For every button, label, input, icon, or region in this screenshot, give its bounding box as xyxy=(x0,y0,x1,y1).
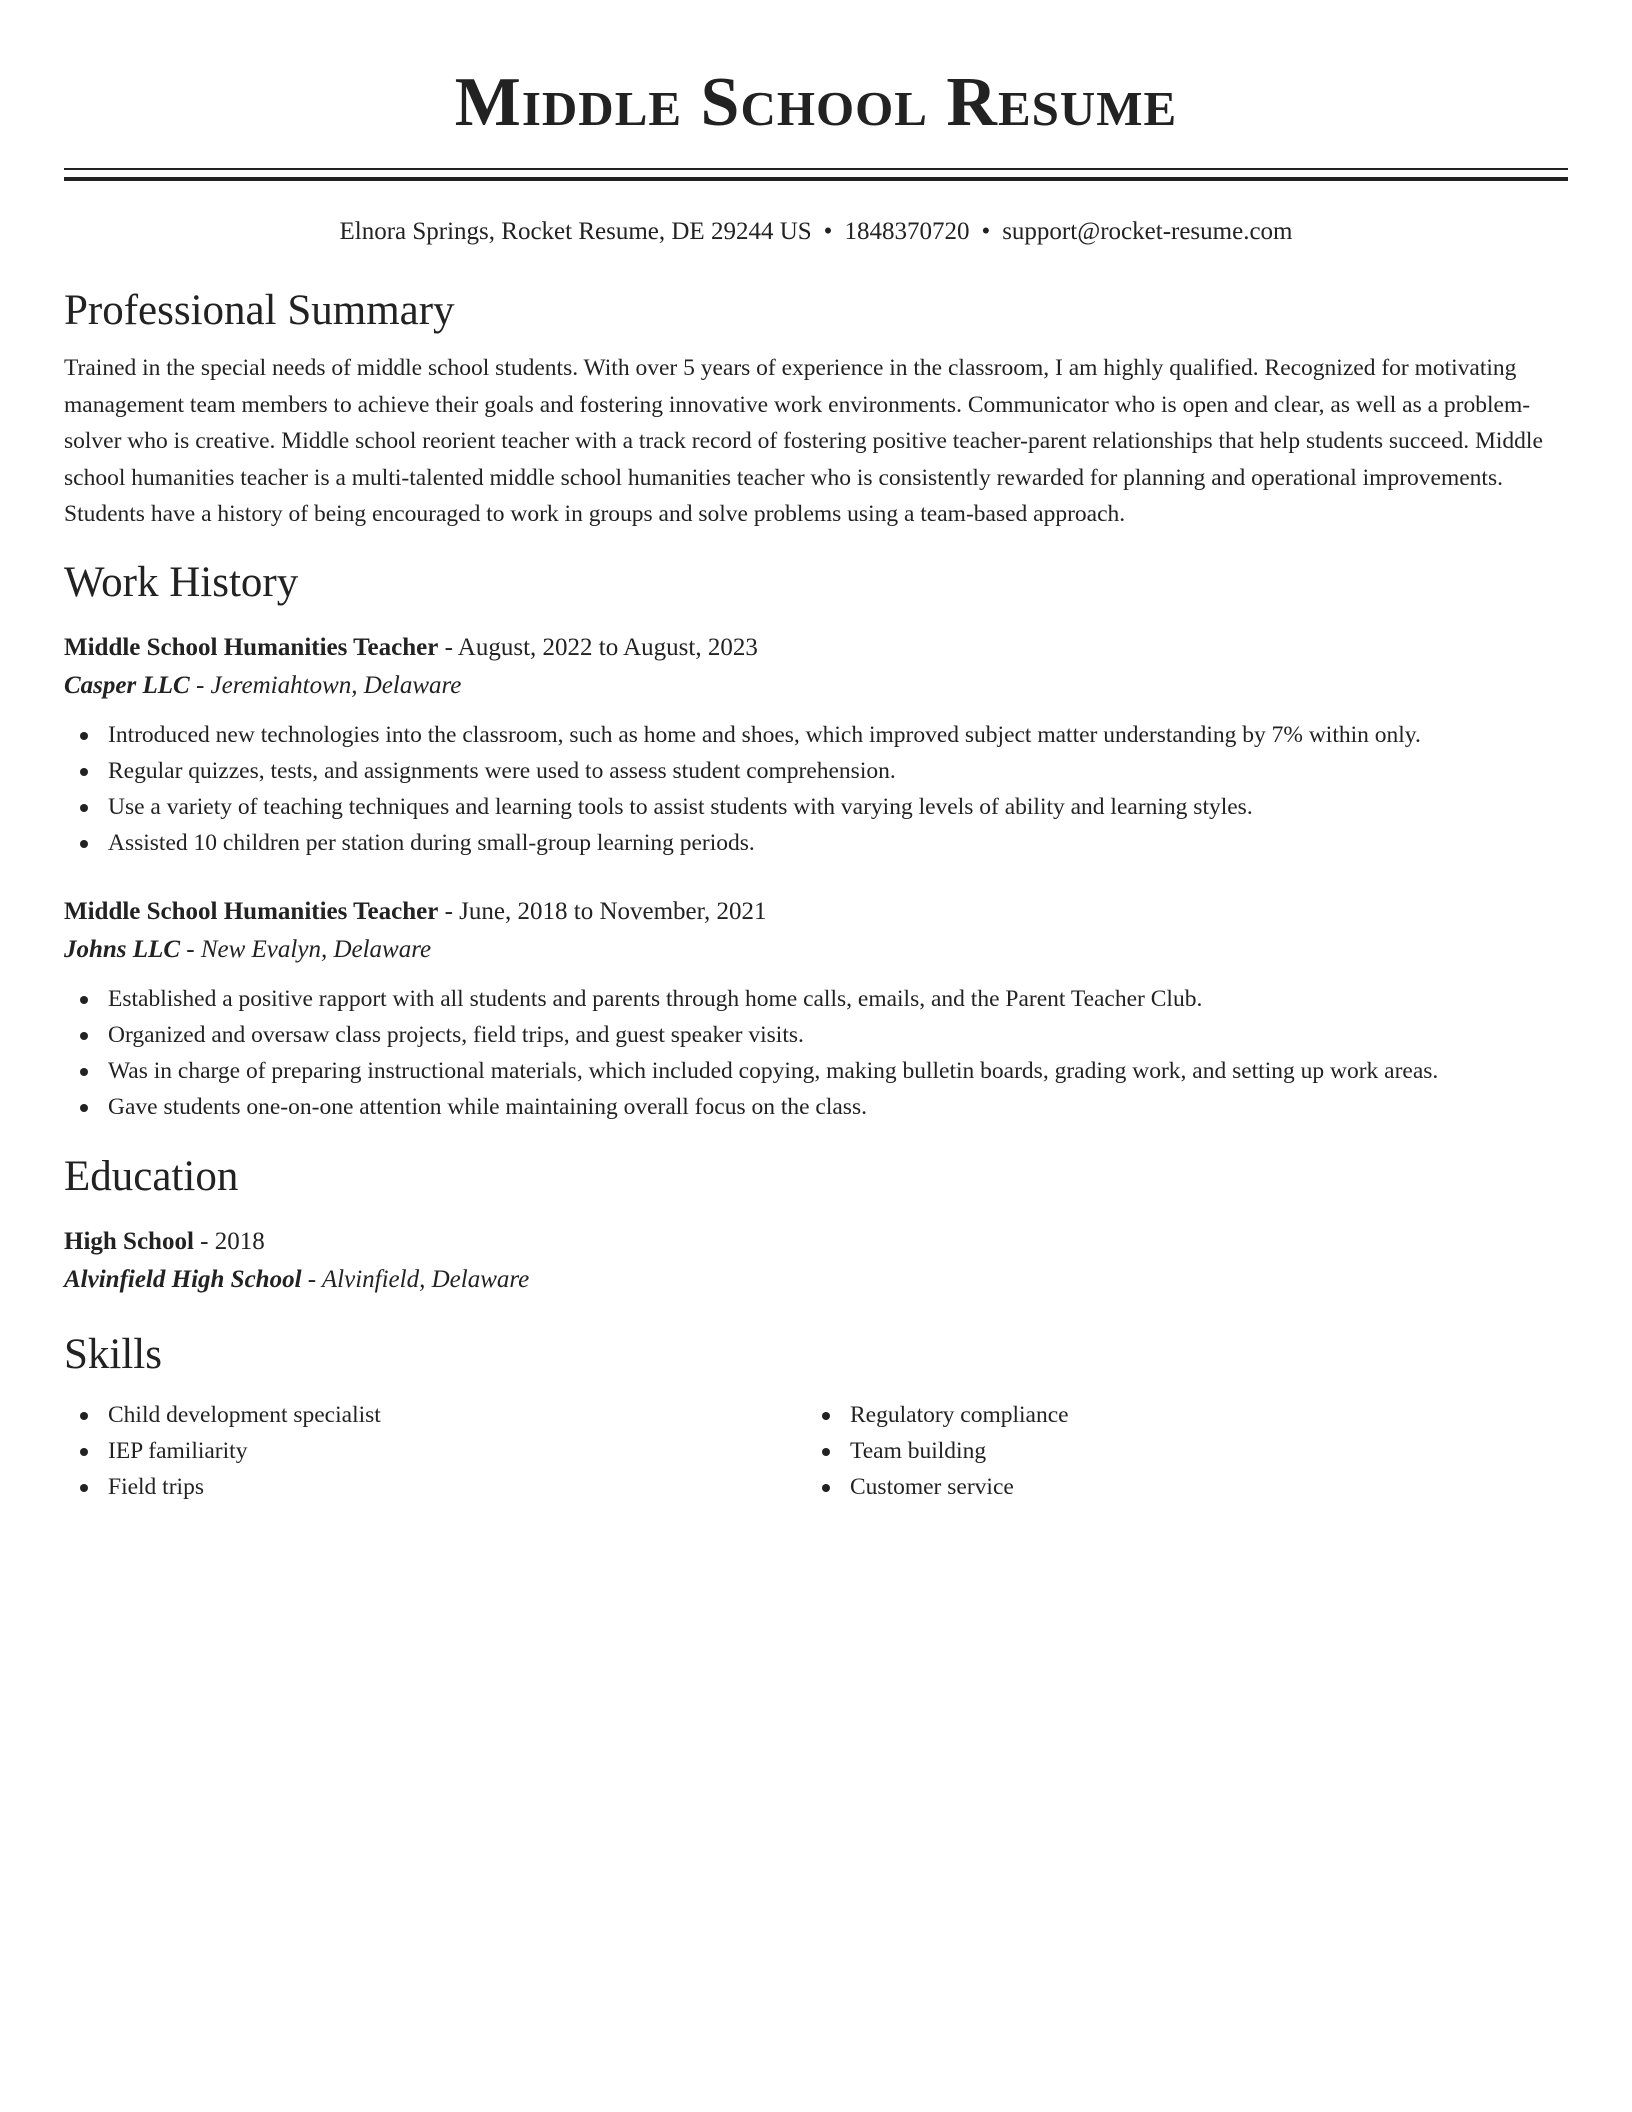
company-location: - New Evalyn, Delaware xyxy=(180,935,432,963)
skill-item: Child development specialist xyxy=(64,1397,806,1433)
degree-year: - 2018 xyxy=(193,1227,265,1255)
company-name: Johns LLC xyxy=(64,935,181,963)
job-duties-list xyxy=(64,717,1568,861)
summary-text: Trained in the special needs of middle school students. With over 5 years of experience in the classroom, I am highly qualified. Recognized for motivating management team members to achieve their goals and fostering innovative work environments. Communicator who is open and clear, as well as a problem-solver who is creative. Middle school reorient teacher with a track record of fostering positive teacher-parent relationships that help students succeed. Middle school humanities teacher is a multi-talented middle school humanities teacher who is consistently rewarded for planning and operational improvements. Students have a history of being encouraged to work in groups and solve problems using a team-based approach. xyxy=(64,355,1543,528)
job-duty: Organized and oversaw class projects, field trips, and guest speaker visits. xyxy=(64,1017,1568,1053)
job-position: Middle School Humanities Teacher xyxy=(64,633,439,661)
company-line xyxy=(64,931,1568,969)
work-history-heading: Work History xyxy=(64,558,299,606)
resume-page xyxy=(64,0,1568,1505)
job-duty: Regular quizzes, tests, and assignments were used to assess student comprehension. xyxy=(64,753,1568,789)
skill-item: IEP familiarity xyxy=(64,1433,806,1469)
job-duty: Introduced new technologies into the classroom, such as home and shoes, which improved subject matter understanding by 7% within only. xyxy=(64,717,1568,753)
summary-heading: Professional Summary xyxy=(64,287,455,334)
education-heading: Education xyxy=(64,1152,239,1200)
contact-line xyxy=(64,215,1568,249)
degree-line xyxy=(64,1223,1568,1261)
job-title-line xyxy=(64,629,1568,667)
job-dates: - June, 2018 to November, 2021 xyxy=(438,897,767,925)
contact-separator: • xyxy=(981,218,991,245)
degree-name: High School xyxy=(64,1227,194,1255)
skill-item: Field trips xyxy=(64,1469,806,1505)
skill-item: Customer service xyxy=(806,1469,1548,1505)
skills-list xyxy=(806,1397,1548,1505)
school-name: Alvinfield High School xyxy=(64,1265,302,1293)
contact-phone: 1848370720 xyxy=(844,218,970,245)
company-line xyxy=(64,667,1568,705)
job-duty: Was in charge of preparing instructional materials, which included copying, making bulletin boards, grading work, and setting up work areas. xyxy=(64,1053,1568,1089)
skills-grid xyxy=(64,1397,1568,1505)
contact-address: Elnora Springs, Rocket Resume, DE 29244 US xyxy=(339,218,812,245)
job-duties-list xyxy=(64,981,1568,1125)
job-duty: Established a positive rapport with all students and parents through home calls, emails, and the Parent Teacher Club. xyxy=(64,981,1568,1017)
title-divider xyxy=(64,168,1568,181)
school-line xyxy=(64,1261,1568,1299)
skill-item: Team building xyxy=(806,1433,1548,1469)
company-name: Casper LLC xyxy=(64,671,190,699)
skill-item: Regulatory compliance xyxy=(806,1397,1548,1433)
resume-title: Middle School Resume xyxy=(454,64,1178,141)
job-title-line xyxy=(64,893,1568,931)
school-location: - Alvinfield, Delaware xyxy=(301,1265,530,1293)
job-duty: Use a variety of teaching techniques and learning tools to assist students with varying levels of ability and learning styles. xyxy=(64,789,1568,825)
job-duty: Gave students one-on-one attention while maintaining overall focus on the class. xyxy=(64,1089,1568,1125)
contact-separator: • xyxy=(823,218,833,245)
skills-column-right xyxy=(806,1397,1548,1505)
job-entry xyxy=(64,893,1568,1125)
job-position: Middle School Humanities Teacher xyxy=(64,897,439,925)
company-location: - Jeremiahtown, Delaware xyxy=(189,671,462,699)
skills-column-left xyxy=(64,1397,806,1505)
contact-email: support@rocket-resume.com xyxy=(1002,218,1293,245)
skills-heading: Skills xyxy=(64,1330,162,1378)
job-duty: Assisted 10 children per station during small-group learning periods. xyxy=(64,825,1568,861)
job-entry xyxy=(64,629,1568,861)
education-entry xyxy=(64,1223,1568,1299)
skills-list xyxy=(64,1397,806,1505)
job-dates: - August, 2022 to August, 2023 xyxy=(438,633,758,661)
